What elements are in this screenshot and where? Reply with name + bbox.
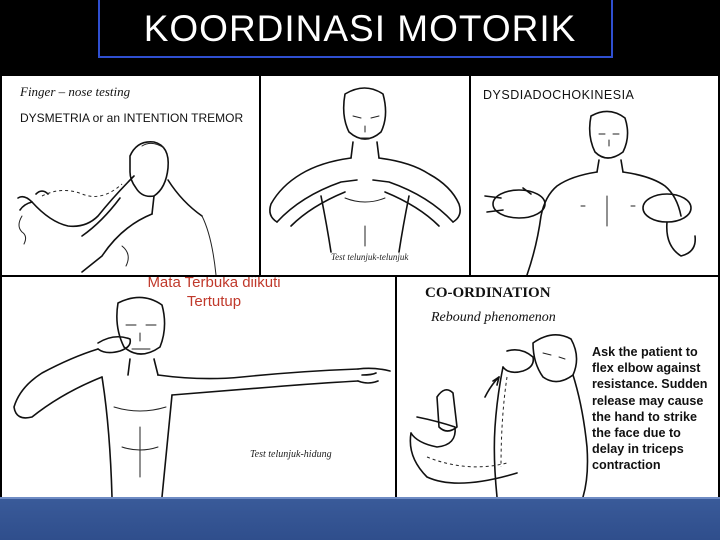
caption-dysmetria: DYSMETRIA or an INTENTION TREMOR xyxy=(20,111,244,125)
illustration-dysdiadochokinesia xyxy=(471,76,718,275)
overlay-line-2: Tertutup xyxy=(186,293,242,310)
note-line: the hand to strike xyxy=(592,409,697,424)
note-line: Ask the patient to xyxy=(592,345,698,359)
slide-title: KOORDINASI MOTORIK xyxy=(143,8,577,49)
note-line: release may cause xyxy=(592,393,704,408)
bottom-band-line xyxy=(0,497,720,499)
bottom-band xyxy=(0,497,720,540)
panel-finger-nose xyxy=(2,76,259,275)
title-bar xyxy=(0,0,720,76)
illustration-finger-nose xyxy=(2,76,259,275)
overlay-line-1: Mata Terbuka diikuti xyxy=(147,277,281,291)
panel-dysdiadochokinesia xyxy=(471,76,718,275)
subheading-rebound: Rebound phenomenon xyxy=(431,310,556,325)
note-line: resistance. Sudden xyxy=(592,377,708,392)
illustration-finger-finger xyxy=(261,76,469,275)
caption-finger-finger: Test telunjuk-telunjuk xyxy=(331,252,409,262)
panel-finger-nose-arm xyxy=(2,277,395,497)
panel-finger-finger xyxy=(261,76,469,275)
caption-finger-nose: Finger – nose testing xyxy=(20,84,131,99)
note-line: delay in triceps xyxy=(592,442,684,457)
rebound-note xyxy=(592,344,717,474)
heading-coordination: CO-ORDINATION xyxy=(425,285,551,301)
note-line: the face due to xyxy=(592,426,681,441)
caption-finger-nose-arm: Test telunjuk-hidung xyxy=(250,449,332,460)
overlay-eyes-instruction xyxy=(114,277,314,311)
note-line: flex elbow against xyxy=(592,361,701,376)
caption-dysdiadochokinesia: DYSDIADOCHOKINESIA xyxy=(483,88,635,102)
note-line: contraction xyxy=(592,458,661,473)
panel-coordination xyxy=(397,277,718,497)
